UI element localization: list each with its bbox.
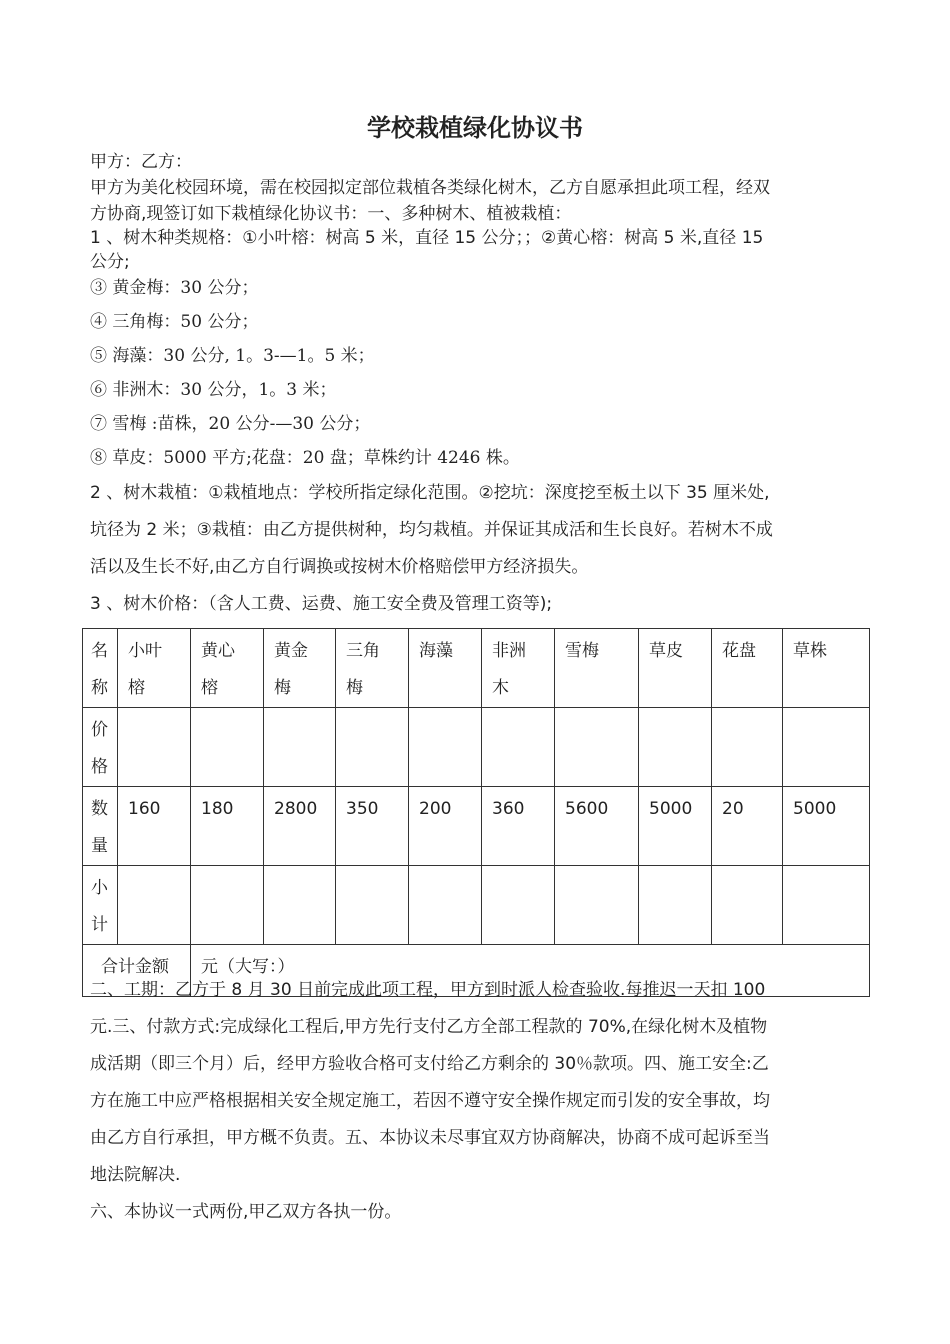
terms-line: 由乙方自行承担，甲方概不负责。五、本协议未尽事宜双方协商解决，协商不成可起诉至当	[90, 1128, 770, 1148]
table-cell-qty: 180	[191, 787, 264, 866]
planting-line-3: 活以及生长不好,由乙方自行调换或按树木价格赔偿甲方经济损失。	[90, 557, 589, 577]
spec-item: ⑧ 草皮：5000 平方;花盘：20 盘；草株约计 4246 株。	[90, 448, 520, 468]
table-cell-name: 黄心 榕	[191, 629, 264, 708]
row-label-price: 价 格	[83, 708, 118, 787]
table-row-names	[83, 629, 870, 708]
table-cell-price	[409, 708, 482, 787]
table-cell-price	[191, 708, 264, 787]
intro-line-2: 方协商,现签订如下栽植绿化协议书：一、多种树木、植被栽植：	[90, 204, 572, 224]
row-label-subtotal: 小 计	[83, 866, 118, 945]
table-cell-price	[264, 708, 336, 787]
table-cell-name: 草株	[783, 629, 870, 708]
spec-line-2: 公分;	[90, 252, 130, 272]
table-cell-subtotal	[639, 866, 712, 945]
table-cell-name: 海藻	[409, 629, 482, 708]
table-cell-price	[336, 708, 409, 787]
terms-line: 二、工期：乙方于 8 月 30 日前完成此项工程，甲方到时派人检查验收.每推迟一天扣 100	[90, 980, 766, 1000]
terms-line: 方在施工中应严格根据相关安全规定施工，若因不遵守安全操作规定而引发的安全事故，均	[90, 1091, 770, 1111]
spec-item: ④ 三角梅：50 公分；	[90, 312, 259, 332]
table-cell-qty: 5000	[639, 787, 712, 866]
terms-line: 元.三、付款方式:完成绿化工程后,甲方先行支付乙方全部工程款的 70%,在绿化树木及植物	[90, 1017, 768, 1037]
spec-item: ⑥ 非洲木：30 公分，1。3 米；	[90, 380, 337, 400]
table-cell-name: 雪梅	[555, 629, 639, 708]
table-row-subtotals	[83, 866, 870, 945]
table-cell-price	[555, 708, 639, 787]
table-cell-name: 草皮	[639, 629, 712, 708]
table-cell-subtotal	[264, 866, 336, 945]
table-cell-qty: 200	[409, 787, 482, 866]
table-cell-subtotal	[712, 866, 783, 945]
terms-line: 地法院解决.	[90, 1165, 181, 1185]
intro-line-1: 甲方为美化校园环境，需在校园拟定部位栽植各类绿化树木，乙方自愿承担此项工程，经双	[90, 178, 770, 198]
row-label-qty: 数 量	[83, 787, 118, 866]
total-label: 合计金额	[83, 945, 191, 997]
price-heading: 3 、树木价格：（含人工费、运费、施工安全费及管理工资等);	[90, 594, 553, 614]
table-cell-price	[783, 708, 870, 787]
table-cell-qty: 5000	[783, 787, 870, 866]
spec-item: ③ 黄金梅：30 公分；	[90, 278, 259, 298]
table-cell-name: 三角 梅	[336, 629, 409, 708]
table-cell-subtotal	[555, 866, 639, 945]
table-cell-qty: 20	[712, 787, 783, 866]
table-cell-qty: 360	[482, 787, 555, 866]
spec-item: ⑦ 雪梅 :苗株，20 公分-—30 公分；	[90, 414, 371, 434]
terms-line: 成活期（即三个月）后，经甲方验收合格可支付给乙方剩余的 30％款项。四、施工安全:乙	[90, 1054, 769, 1074]
table-cell-price	[482, 708, 555, 787]
table-cell-name: 花盘	[712, 629, 783, 708]
spec-line-1: 1 、树木种类规格：①小叶榕：树高 5 米，直径 15 公分；；②黄心榕：树高 5 米,直径 15	[90, 228, 764, 248]
table-cell-subtotal	[783, 866, 870, 945]
table-cell-qty: 350	[336, 787, 409, 866]
table-cell-subtotal	[409, 866, 482, 945]
planting-line-1: 2 、树木栽植：①栽植地点：学校所指定绿化范围。②挖坑：深度挖至板土以下 35 厘米处,	[90, 483, 770, 503]
planting-line-2: 坑径为 2 米；③栽植：由乙方提供树种，均匀栽植。并保证其成活和生长良好。若树木不成	[90, 520, 773, 540]
table-cell-subtotal	[118, 866, 191, 945]
total-value: 元（大写：）	[191, 945, 870, 997]
closing-line: 六、本协议一式两份,甲乙双方各执一份。	[90, 1202, 402, 1222]
table-cell-qty: 5600	[555, 787, 639, 866]
table-cell-price	[712, 708, 783, 787]
table-cell-subtotal	[482, 866, 555, 945]
table-cell-subtotal	[191, 866, 264, 945]
parties-line: 甲方：乙方：	[90, 152, 192, 172]
table-cell-name: 非洲 木	[482, 629, 555, 708]
price-table	[82, 628, 870, 997]
table-cell-name: 黄金 梅	[264, 629, 336, 708]
row-label-name: 名 称	[83, 629, 118, 708]
spec-item: ⑤ 海藻：30 公分, 1。3-—1。5 米；	[90, 346, 375, 366]
table-cell-qty: 2800	[264, 787, 336, 866]
table-row-quantities	[83, 787, 870, 866]
table-cell-price	[118, 708, 191, 787]
table-cell-price	[639, 708, 712, 787]
document-title: 学校栽植绿化协议书	[367, 114, 583, 142]
table-row-prices	[83, 708, 870, 787]
table-cell-name: 小叶 榕	[118, 629, 191, 708]
table-cell-qty: 160	[118, 787, 191, 866]
table-cell-subtotal	[336, 866, 409, 945]
